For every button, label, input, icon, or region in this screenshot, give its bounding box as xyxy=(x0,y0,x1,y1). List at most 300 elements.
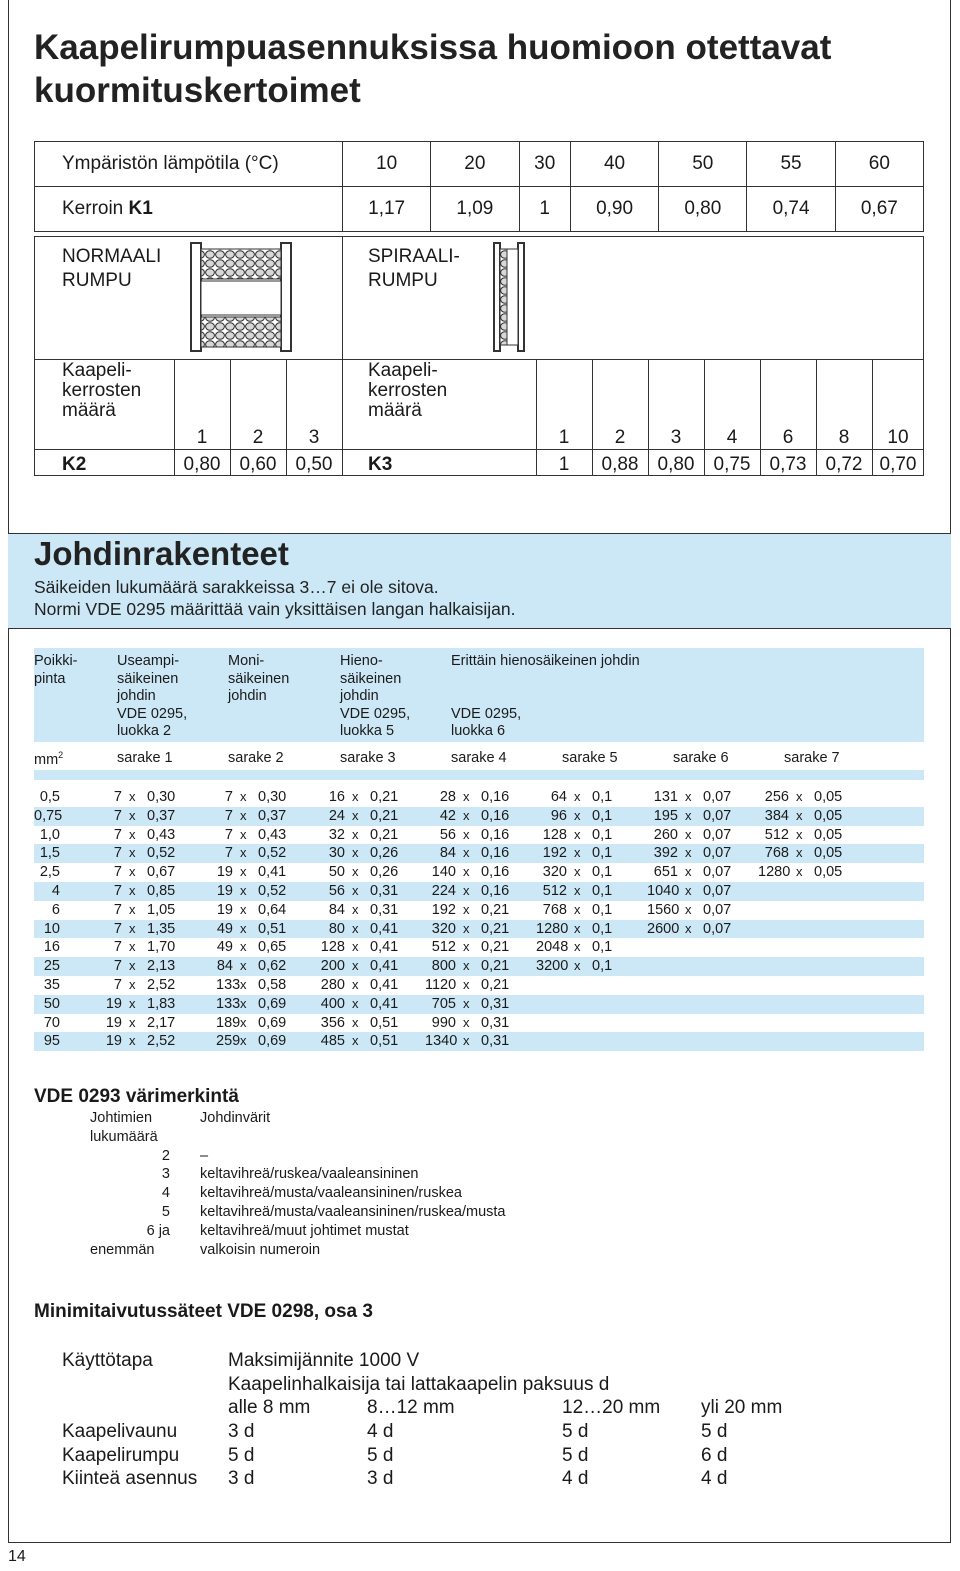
strand-diameter: 0,31 xyxy=(481,995,510,1012)
strand-diameter: 0,51 xyxy=(370,1014,399,1031)
times-symbol: x xyxy=(129,864,136,880)
radius-value: 3 d xyxy=(367,1468,394,1489)
strand-count: 512 xyxy=(542,882,567,899)
times-symbol: x xyxy=(352,920,359,936)
times-symbol: x xyxy=(685,920,692,936)
strand-count: 260 xyxy=(653,826,678,843)
strand-count: 96 xyxy=(550,807,567,824)
normal-layer-num: 1 xyxy=(196,427,208,448)
vde-colors: keltavihreä/musta/vaaleansininen/ruskea xyxy=(200,1185,462,1202)
times-symbol: x xyxy=(352,1033,359,1049)
strand-diameter: 0,65 xyxy=(258,939,287,956)
strand-diameter: 0,69 xyxy=(258,995,287,1012)
cross-section-cell: 0,75 xyxy=(34,807,63,824)
sarake-label: sarake 5 xyxy=(562,750,618,766)
strand-diameter: 0,07 xyxy=(703,845,732,862)
strand-count: 84 xyxy=(328,901,345,918)
strand-count: 259 xyxy=(216,1033,241,1050)
conductor-header xyxy=(34,648,924,742)
strand-diameter: 0,07 xyxy=(703,826,732,843)
strand-count: 356 xyxy=(320,1014,345,1031)
radius-value: 5 d xyxy=(562,1444,589,1466)
minimi-section xyxy=(34,1301,373,1323)
times-symbol: x xyxy=(685,807,692,823)
times-symbol: x xyxy=(352,807,359,823)
cross-section-cell: 35 xyxy=(43,976,60,993)
k1-cell: 0,90 xyxy=(570,187,658,232)
strand-diameter: 0,16 xyxy=(481,845,510,862)
strand-diameter: 0,21 xyxy=(481,976,510,993)
strand-count: 16 xyxy=(328,789,345,805)
header-line: VDE 0295, xyxy=(117,705,188,722)
temperature-table xyxy=(34,141,924,232)
strand-count: 49 xyxy=(216,939,233,956)
strand-diameter: 0,07 xyxy=(703,864,732,881)
table-row xyxy=(34,920,924,939)
radius-value: 3 d xyxy=(228,1421,255,1442)
strand-count: 2600 xyxy=(647,920,680,937)
vde-count: enemmän xyxy=(90,1241,155,1258)
range-label: 12…20 mm xyxy=(562,1397,661,1418)
usage-label: Kaapelivaunu xyxy=(62,1421,178,1442)
strand-count: 7 xyxy=(113,882,122,899)
normal-drum-label-line: NORMAALI xyxy=(62,246,162,267)
radius-value: 3 d xyxy=(228,1468,255,1489)
strand-count: 7 xyxy=(113,901,122,918)
radius-value: 5 d xyxy=(367,1444,394,1466)
normal-drum-label-line: RUMPU xyxy=(62,270,132,291)
temperature-row xyxy=(35,142,924,187)
strand-count: 392 xyxy=(653,845,678,862)
header-line: Moni- xyxy=(228,653,265,669)
strand-diameter: 0,31 xyxy=(481,1033,510,1050)
strand-count: 49 xyxy=(216,920,233,937)
times-symbol: x xyxy=(240,1033,247,1049)
strand-diameter: 0,21 xyxy=(481,901,510,918)
strand-diameter: 0,1 xyxy=(592,807,613,824)
times-symbol: x xyxy=(463,976,470,992)
header-col-class2 xyxy=(117,653,187,741)
strand-diameter: 0,64 xyxy=(258,901,287,918)
times-symbol: x xyxy=(574,901,581,917)
k2-cell: 0,60 xyxy=(239,454,277,475)
times-symbol: x xyxy=(574,807,581,823)
times-symbol: x xyxy=(574,958,581,974)
strand-count: 800 xyxy=(431,958,456,975)
layers-label-line: kerrosten xyxy=(368,380,448,401)
header-col-area xyxy=(34,653,78,688)
radius-value: 5 d xyxy=(562,1421,589,1442)
times-symbol: x xyxy=(240,920,247,936)
strand-diameter: 0,16 xyxy=(481,789,510,805)
times-symbol: x xyxy=(685,845,692,861)
k1-cell: 1,09 xyxy=(431,187,519,232)
strand-diameter: 0,41 xyxy=(258,864,287,881)
layers-label-line: Kaapeli- xyxy=(368,360,438,381)
strand-diameter: 2,13 xyxy=(147,958,176,975)
strand-count: 256 xyxy=(764,789,789,805)
table-row xyxy=(34,882,924,901)
strand-count: 1340 xyxy=(425,1033,458,1050)
paksuus-label: Kaapelinhalkaisija tai lattakaapelin paksuus d xyxy=(228,1374,610,1395)
k1-cell: 0,67 xyxy=(835,187,923,232)
strand-count: 320 xyxy=(431,920,456,937)
section-note: Normi VDE 0295 määrittää vain yksittäisen langan halkaisijan. xyxy=(34,599,516,619)
times-symbol: x xyxy=(796,845,803,861)
radius-value: 4 d xyxy=(562,1468,589,1489)
vde-count: 5 xyxy=(161,1204,170,1220)
sarake-label: sarake 7 xyxy=(784,750,840,766)
strand-diameter: 0,43 xyxy=(147,826,176,843)
times-symbol: x xyxy=(685,901,692,917)
table-row xyxy=(34,957,924,976)
cross-section-cell: 4 xyxy=(51,882,60,899)
times-symbol: x xyxy=(240,826,247,842)
header-spacer xyxy=(451,688,640,706)
strand-diameter: 0,05 xyxy=(814,789,843,805)
times-symbol: x xyxy=(463,789,470,804)
strand-count: 32 xyxy=(328,826,345,843)
times-symbol: x xyxy=(129,958,136,974)
radius-value: 5 d xyxy=(701,1421,728,1442)
strand-count: 1280 xyxy=(758,864,791,881)
conductor-table xyxy=(34,788,924,1051)
strand-diameter: 0,1 xyxy=(592,939,613,956)
table-row xyxy=(34,863,924,882)
times-symbol: x xyxy=(240,864,247,880)
header-line: luokka 2 xyxy=(117,723,172,739)
drum-divider xyxy=(35,359,923,360)
strand-count: 24 xyxy=(328,807,345,824)
k3-cell: 1 xyxy=(558,454,570,475)
strand-diameter: 0,21 xyxy=(481,920,510,937)
strand-count: 131 xyxy=(653,789,678,805)
times-symbol: x xyxy=(352,976,359,992)
k1-cell: 0,80 xyxy=(659,187,747,232)
header-line: säikeinen xyxy=(228,670,290,687)
k3-cell: 0,75 xyxy=(713,454,751,475)
strand-diameter: 0,1 xyxy=(592,864,613,881)
header-stripe xyxy=(34,770,924,780)
times-symbol: x xyxy=(574,845,581,861)
sarake-label: sarake 6 xyxy=(673,750,729,766)
strand-diameter: 0,05 xyxy=(814,864,843,881)
header-line: johdin xyxy=(228,688,267,704)
sarake-label: sarake 1 xyxy=(117,750,173,766)
unit-text: mm xyxy=(34,751,59,768)
cross-section-cell: 25 xyxy=(43,958,60,975)
section-divider xyxy=(342,237,343,475)
vde-count: 6 ja xyxy=(146,1222,170,1239)
spiral-layer-num: 6 xyxy=(782,427,794,448)
vde-colors: valkoisin numeroin xyxy=(200,1241,321,1258)
strand-diameter: 0,07 xyxy=(703,807,732,824)
header-col-multistrand xyxy=(228,653,289,706)
cross-section-cell: 1,5 xyxy=(39,845,60,862)
strand-diameter: 0,62 xyxy=(258,958,287,975)
header-line: pinta xyxy=(34,670,66,687)
strand-count: 84 xyxy=(216,958,233,975)
times-symbol: x xyxy=(352,882,359,898)
temp-cell: 40 xyxy=(570,142,658,187)
strand-count: 56 xyxy=(439,826,456,843)
times-symbol: x xyxy=(129,920,136,936)
strand-diameter: 0,26 xyxy=(370,864,399,881)
strand-diameter: 0,52 xyxy=(147,845,176,862)
page-title: Kaapelirumpuasennuksissa huomioon otettavat kuormituskertoimet xyxy=(34,28,832,110)
strand-count: 7 xyxy=(224,789,233,805)
header-line: luokka 5 xyxy=(340,723,395,739)
strand-count: 1120 xyxy=(425,976,457,993)
times-symbol: x xyxy=(352,864,359,880)
strand-count: 200 xyxy=(320,958,345,975)
vde-colors: keltavihreä/ruskea/vaaleansininen xyxy=(200,1166,419,1183)
strand-count: 400 xyxy=(320,995,345,1012)
strand-diameter: 0,1 xyxy=(592,920,613,937)
k2-label: K2 xyxy=(62,454,87,475)
strand-count: 7 xyxy=(113,826,122,843)
strand-diameter: 2,52 xyxy=(147,976,176,993)
maksimi-label: Maksimijännite 1000 V xyxy=(228,1350,420,1371)
strand-count: 189 xyxy=(216,1014,241,1031)
times-symbol: x xyxy=(240,807,247,823)
strand-count: 768 xyxy=(764,845,789,862)
cross-section-cell: 0,5 xyxy=(39,789,60,805)
strand-count: 19 xyxy=(105,995,122,1012)
strand-count: 128 xyxy=(542,826,567,843)
k2-cell: 0,50 xyxy=(295,454,333,475)
spiral-layer-num: 1 xyxy=(558,427,570,448)
times-symbol: x xyxy=(574,789,581,804)
strand-count: 56 xyxy=(328,882,345,899)
strand-diameter: 0,69 xyxy=(258,1014,287,1031)
vde-col-head: Johdinvärit xyxy=(200,1110,271,1126)
header-line: Poikki- xyxy=(34,653,78,669)
strand-diameter: 0,37 xyxy=(258,807,287,824)
strand-count: 133 xyxy=(216,995,241,1012)
k1-label-bold: K1 xyxy=(128,198,153,219)
strand-diameter: 0,67 xyxy=(147,864,176,881)
k1-cell: 0,74 xyxy=(747,187,835,232)
strand-count: 1040 xyxy=(647,882,680,899)
times-symbol: x xyxy=(129,1033,136,1049)
strand-diameter: 0,07 xyxy=(703,920,732,937)
header-line: Erittäin hienosäikeinen johdin xyxy=(451,653,640,669)
strand-diameter: 0,37 xyxy=(147,807,176,824)
times-symbol: x xyxy=(129,807,136,823)
spiral-drum-label xyxy=(368,245,460,293)
strand-diameter: 0,1 xyxy=(592,826,613,843)
kayttotapa-label: Käyttötapa xyxy=(62,1350,153,1371)
strand-count: 7 xyxy=(113,845,122,862)
strand-count: 28 xyxy=(439,789,456,805)
vde0293-table xyxy=(90,1109,924,1259)
vde0293-section xyxy=(34,1085,924,1109)
temp-cell: 50 xyxy=(659,142,747,187)
strand-count: 19 xyxy=(105,1033,122,1050)
strand-diameter: 0,07 xyxy=(703,882,732,899)
strand-diameter: 0,26 xyxy=(370,845,399,862)
k1-cell: 1,17 xyxy=(343,187,431,232)
table-row xyxy=(34,976,924,995)
radius-value: 4 d xyxy=(701,1468,728,1489)
vde0293-heading: VDE 0293 värimerkintä xyxy=(34,1086,239,1107)
strand-diameter: 0,1 xyxy=(592,845,613,862)
cross-section-cell: 95 xyxy=(43,1033,60,1050)
temp-cell: 10 xyxy=(343,142,431,187)
strand-diameter: 0,41 xyxy=(370,976,399,993)
header-line: Hieno- xyxy=(340,653,383,669)
strand-diameter: 0,30 xyxy=(147,789,176,805)
strand-count: 651 xyxy=(653,864,678,881)
strand-diameter: 0,31 xyxy=(370,901,399,918)
times-symbol: x xyxy=(352,826,359,842)
strand-diameter: 0,51 xyxy=(258,920,287,937)
strand-count: 19 xyxy=(216,864,233,881)
spiral-layer-num: 10 xyxy=(887,427,909,448)
strand-diameter: 0,30 xyxy=(258,789,287,805)
strand-count: 128 xyxy=(320,939,345,956)
times-symbol: x xyxy=(240,976,247,992)
layers-label-line: määrä xyxy=(368,400,422,421)
temp-cell: 30 xyxy=(519,142,570,187)
strand-diameter: 2,52 xyxy=(147,1033,176,1050)
strand-diameter: 1,83 xyxy=(147,995,176,1012)
k1-row xyxy=(35,187,924,232)
strand-count: 7 xyxy=(113,807,122,824)
strand-count: 192 xyxy=(542,845,567,862)
times-symbol: x xyxy=(240,882,247,898)
times-symbol: x xyxy=(796,864,803,880)
strand-count: 2048 xyxy=(536,939,569,956)
table-row xyxy=(34,938,924,957)
strand-diameter: 0,1 xyxy=(592,882,613,899)
vde-col-head: Johtimien xyxy=(90,1110,153,1126)
temp-cell: 55 xyxy=(747,142,835,187)
unit-label xyxy=(34,750,63,768)
spiral-drum-label-line: SPIRAALI- xyxy=(368,246,460,267)
strand-diameter: 0,52 xyxy=(258,845,287,862)
strand-count: 7 xyxy=(113,958,122,975)
times-symbol: x xyxy=(240,995,247,1011)
strand-diameter: 0,58 xyxy=(258,976,287,993)
times-symbol: x xyxy=(240,939,247,955)
k1-label xyxy=(35,187,343,232)
table-row xyxy=(34,807,924,826)
strand-diameter: 0,16 xyxy=(481,807,510,824)
times-symbol: x xyxy=(129,1014,136,1030)
strand-count: 705 xyxy=(431,995,456,1012)
times-symbol: x xyxy=(129,995,136,1011)
cross-section-cell: 6 xyxy=(51,901,60,918)
column-number-row xyxy=(34,750,924,770)
strand-count: 42 xyxy=(439,807,456,824)
layers-label-line: Kaapeli- xyxy=(62,360,132,381)
layers-label-line: kerrosten xyxy=(62,380,142,401)
sarake-label: sarake 3 xyxy=(340,750,396,766)
k3-cell: 0,80 xyxy=(657,454,695,475)
spiral-layer-num: 4 xyxy=(726,427,738,448)
times-symbol: x xyxy=(574,882,581,898)
header-line: säikeinen xyxy=(117,670,179,687)
times-symbol: x xyxy=(240,958,247,974)
strand-count: 195 xyxy=(653,807,678,824)
header-line: VDE 0295, xyxy=(340,705,411,722)
strand-count: 280 xyxy=(320,976,345,993)
strand-diameter: 0,21 xyxy=(370,807,399,824)
sarake-label: sarake 2 xyxy=(228,750,284,766)
normal-layer-num: 3 xyxy=(308,427,320,448)
times-symbol: x xyxy=(685,826,692,842)
radius-value: 6 d xyxy=(701,1444,728,1466)
strand-diameter: 1,35 xyxy=(147,920,176,937)
times-symbol: x xyxy=(240,845,247,861)
strand-diameter: 0,21 xyxy=(481,939,510,956)
strand-diameter: 0,31 xyxy=(481,1014,510,1031)
strand-diameter: 1,05 xyxy=(147,901,176,918)
section-heading: Johdinrakenteet xyxy=(34,535,289,572)
strand-count: 84 xyxy=(439,845,456,862)
times-symbol: x xyxy=(129,826,136,842)
drum-table xyxy=(34,236,924,476)
times-symbol: x xyxy=(129,976,136,992)
times-symbol: x xyxy=(463,845,470,861)
strand-count: 1280 xyxy=(536,920,569,937)
strand-diameter: 0,41 xyxy=(370,958,399,975)
vde-count: 4 xyxy=(161,1185,170,1202)
cross-section-cell: 70 xyxy=(43,1014,60,1031)
normal-layer-num: 2 xyxy=(252,427,264,448)
strand-count: 990 xyxy=(431,1014,456,1031)
times-symbol: x xyxy=(129,845,136,861)
vde-colors: keltavihreä/musta/vaaleansininen/ruskea/musta xyxy=(200,1204,506,1220)
times-symbol: x xyxy=(796,789,803,804)
strand-diameter: 0,41 xyxy=(370,920,399,937)
strand-diameter: 0,85 xyxy=(147,882,176,899)
strand-count: 19 xyxy=(216,901,233,918)
sarake-label: sarake 4 xyxy=(451,750,507,766)
cross-section-cell: 16 xyxy=(43,939,60,956)
strand-diameter: 0,52 xyxy=(258,882,287,899)
strand-count: 1560 xyxy=(647,901,680,918)
times-symbol: x xyxy=(796,826,803,842)
strand-count: 19 xyxy=(216,882,233,899)
strand-diameter: 2,17 xyxy=(147,1014,176,1031)
strand-count: 7 xyxy=(113,939,122,956)
strand-diameter: 0,1 xyxy=(592,958,613,975)
times-symbol: x xyxy=(352,958,359,974)
spiral-drum-label-line: RUMPU xyxy=(368,270,438,291)
k3-label: K3 xyxy=(368,454,393,475)
k1-label-prefix: Kerroin xyxy=(62,198,129,219)
strand-diameter: 0,41 xyxy=(370,939,399,956)
table-row xyxy=(34,1032,924,1051)
times-symbol: x xyxy=(129,939,136,955)
strand-count: 7 xyxy=(113,920,122,937)
spiral-layer-num: 3 xyxy=(670,427,682,448)
times-symbol: x xyxy=(463,939,470,955)
times-symbol: x xyxy=(574,920,581,936)
strand-count: 192 xyxy=(431,901,456,918)
header-line: luokka 6 xyxy=(451,723,506,739)
times-symbol: x xyxy=(352,939,359,955)
strand-count: 80 xyxy=(328,920,345,937)
strand-diameter: 0,07 xyxy=(703,901,732,918)
normal-drum-icon xyxy=(185,241,335,353)
header-line: Useampi- xyxy=(117,653,180,669)
header-line: johdin xyxy=(340,688,379,704)
times-symbol: x xyxy=(463,882,470,898)
